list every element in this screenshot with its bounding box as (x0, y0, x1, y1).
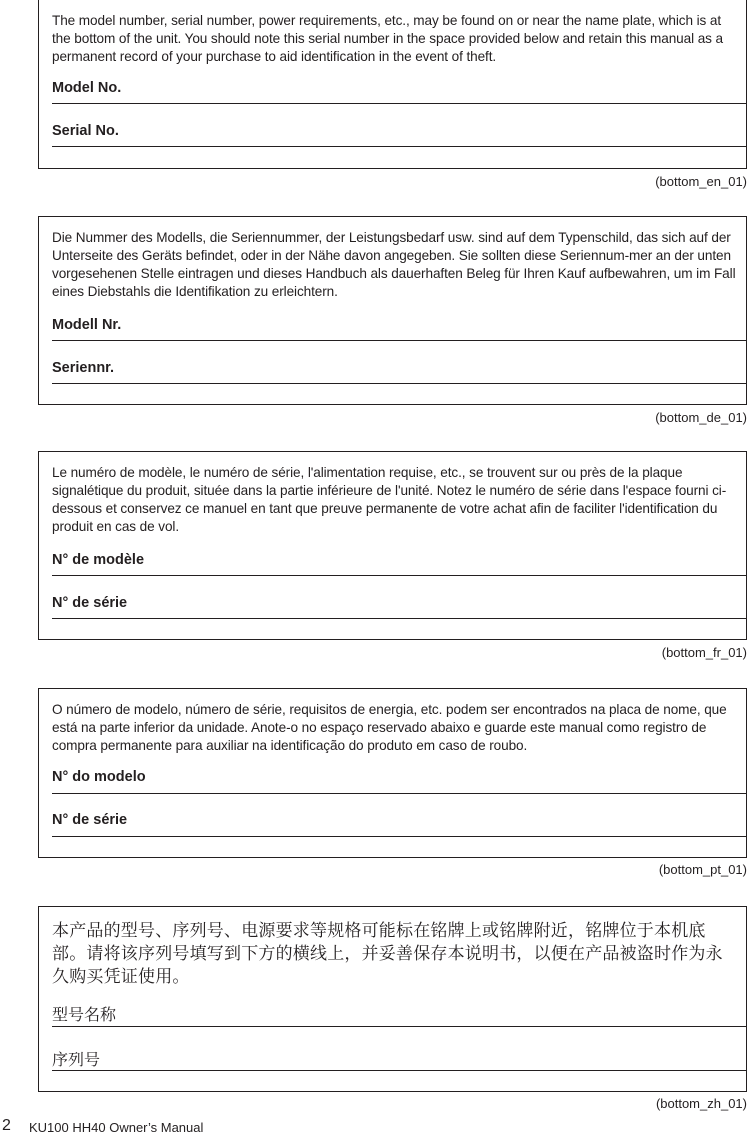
notice-text-fr: Le numéro de modèle, le numéro de série, l'alimentation requise, etc., se trouvent sur ou près de la plaque signalétique du produit, située dans la partie inférieure de l'unité. Notez le numéro de série dans l'espace fourni ci-dessous et conservez ce manuel en tant que preuve permanente de votre achat afin de faciliter l'identification du produit en cas de vol. (52, 465, 727, 534)
section-code-en: (bottom_en_01) (655, 174, 747, 189)
page-number: 2 (2, 1117, 11, 1134)
model-number-label-en: Model No. (52, 80, 122, 96)
notice-text-en: The model number, serial number, power requirements, etc., may be found on or near the name plate, which is at the bottom of the unit. You should note this serial number in the space provided below and retain this manual as a permanent record of your purchase to aid identification in the event of theft. (52, 13, 723, 64)
section-code-pt: (bottom_pt_01) (658, 862, 747, 877)
model-number-line-zh[interactable] (52, 1026, 746, 1027)
model-number-line-pt[interactable] (52, 793, 746, 794)
model-number-label-zh: 型号名称 (52, 1007, 117, 1024)
serial-number-line-fr[interactable] (52, 618, 746, 619)
serial-number-label-pt: N° de série (52, 812, 128, 828)
notice-box-fr (38, 451, 747, 640)
notice-box-zh (38, 906, 747, 1092)
model-number-label-fr: N° de modèle (52, 552, 145, 568)
serial-number-line-en[interactable] (52, 146, 746, 147)
serial-number-line-de[interactable] (52, 383, 746, 384)
model-number-line-de[interactable] (52, 340, 746, 341)
serial-number-label-zh: 序列号 (52, 1052, 101, 1069)
serial-number-label-en: Serial No. (52, 123, 119, 139)
model-number-line-fr[interactable] (52, 575, 746, 576)
serial-number-label-fr: N° de série (52, 595, 128, 611)
section-code-de: (bottom_de_01) (655, 410, 747, 425)
section-code-zh: (bottom_zh_01) (655, 1096, 747, 1111)
manual-title: KU100 HH40 Owner’s Manual (29, 1120, 204, 1135)
serial-number-line-pt[interactable] (52, 836, 746, 837)
notice-text-zh: 本产品的型号、序列号、电源要求等规格可能标在铭牌上或铭牌附近，铭牌位于本机底部。请将该序列号填写到下方的横线上，并妥善保存本说明书，以便在产品被盗时作为永久购买凭证使用。 (52, 921, 723, 986)
section-code-fr: (bottom_fr_01) (661, 645, 747, 660)
model-number-label-pt: N° do modelo (52, 769, 146, 785)
model-number-line-en[interactable] (52, 103, 746, 104)
notice-box-en (38, 0, 747, 169)
notice-text-pt: O número de modelo, número de série, requisitos de energia, etc. podem ser encontrados na placa de nome, que está na parte inferior da unidade. Anote-o no espaço reservado abaixo e guarde este manual como registro de compra permanente para auxiliar na identificação do produto em caso de roubo. (52, 702, 727, 753)
serial-number-label-de: Seriennr. (52, 360, 115, 376)
serial-number-line-zh[interactable] (52, 1070, 746, 1071)
notice-box-pt (38, 688, 747, 858)
notice-text-de: Die Nummer des Modells, die Seriennummer, der Leistungsbedarf usw. sind auf dem Typenschild, das sich auf der Unterseite des Geräts befindet, oder in der Nähe davon angegeben. Sie sollten diese Seriennum-mer an der unten vorgesehenen Stelle eintragen und dieses Handbuch als dauerhaften Beleg für Ihren Kauf aufbewahren, um im Fall eines Diebstahls die Identifikation zu erleichtern. (52, 230, 736, 299)
notice-box-de (38, 216, 747, 405)
model-number-label-de: Modell Nr. (52, 317, 122, 333)
